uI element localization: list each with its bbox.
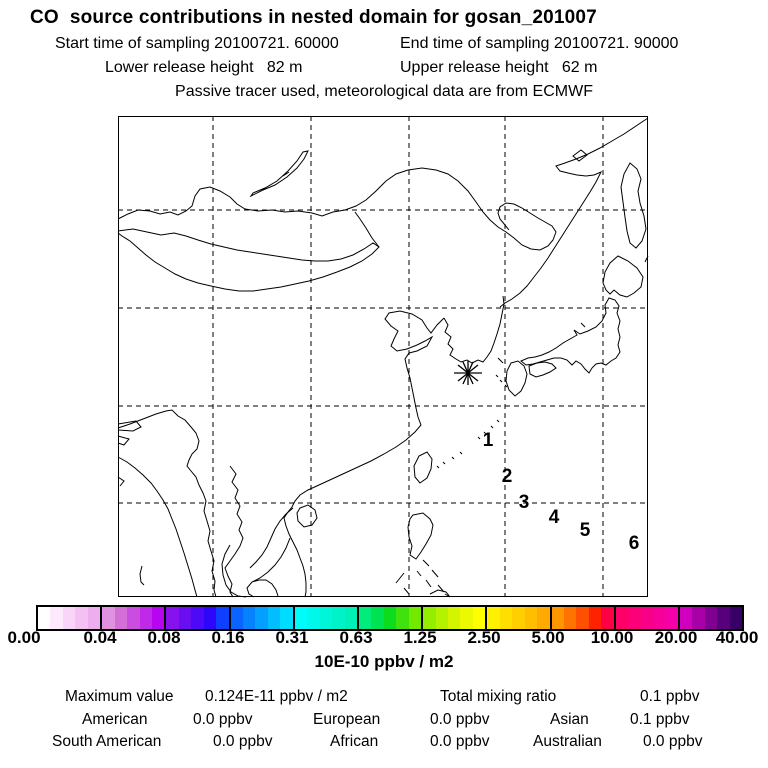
- colorbar-tick-label: 20.00: [654, 628, 698, 647]
- region-value-australian: 0.0 ppbv: [643, 733, 703, 750]
- colorbar-cell: [448, 607, 460, 629]
- colorbar-cell: [50, 607, 62, 629]
- trajectory-point-3: 3: [518, 492, 530, 513]
- colorbar-tick-label: 0.08: [147, 628, 181, 647]
- border-thailand: [225, 466, 243, 597]
- colorbar-segment: [552, 607, 616, 629]
- colorbar-tick-label: 0.16: [211, 628, 245, 647]
- colorbar-cell: [115, 607, 127, 629]
- region-label-australian: Australian: [533, 733, 602, 750]
- colorbar-cell: [705, 607, 717, 629]
- island-sakhalin: [621, 163, 646, 248]
- coastline-gulf-of-thailand: [222, 538, 290, 597]
- colorbar-segment: [680, 607, 742, 629]
- islands-ryukyu: [437, 358, 507, 468]
- trajectory-point-2: 2: [501, 466, 513, 487]
- island-kyushu: [506, 361, 527, 396]
- trajectory-point-5: 5: [579, 520, 591, 541]
- colorbar-segment: [487, 607, 551, 629]
- colorbar-cell: [692, 607, 704, 629]
- colorbar-cell: [127, 607, 139, 629]
- colorbar-cell: [601, 607, 613, 629]
- colorbar-cell: [436, 607, 448, 629]
- colorbar-cell: [102, 607, 114, 629]
- colorbar-cell: [191, 607, 203, 629]
- colorbar-segment: [616, 607, 680, 629]
- region-value-american: 0.0 ppbv: [193, 711, 253, 728]
- colorbar-segment: [102, 607, 166, 629]
- colorbar-cell: [63, 607, 75, 629]
- colorbar-cell: [179, 607, 191, 629]
- colorbar-cell: [88, 607, 100, 629]
- colorbar-cell: [641, 607, 653, 629]
- colorbar-cell: [665, 607, 677, 629]
- region-value-asian: 0.1 ppbv: [630, 711, 690, 728]
- colorbar: [36, 605, 744, 631]
- coastline-siberia-amur: [118, 168, 556, 250]
- border-mongolia-ne: [355, 212, 379, 247]
- colorbar-tick-label: 0.00: [7, 628, 41, 647]
- island-taiwan: [414, 452, 432, 483]
- colorbar-tick-label: 1.25: [403, 628, 437, 647]
- total-mixing-label: Total mixing ratio: [440, 688, 557, 705]
- colorbar-cell: [231, 607, 243, 629]
- coastline-okhotsk: [500, 118, 648, 307]
- border-mongolia: [118, 229, 379, 291]
- trajectory-point-6: 6: [628, 533, 640, 554]
- border-laos-vietnam: [250, 508, 293, 568]
- island-andaman: [140, 566, 144, 585]
- trajectory-point-1: 1: [482, 430, 494, 451]
- coastline-korea: [444, 296, 504, 363]
- colorbar-cell: [295, 607, 307, 629]
- island-honshu: [521, 298, 620, 373]
- colorbar-segment: [359, 607, 423, 629]
- figure-title: CO source contributions in nested domain for gosan_201007: [30, 7, 597, 28]
- colorbar-cell: [653, 607, 665, 629]
- lake-baikal: [251, 151, 308, 196]
- colorbar-cell: [75, 607, 87, 629]
- colorbar-cell: [255, 607, 267, 629]
- total-mixing-value: 0.1 ppbv: [640, 688, 700, 705]
- colorbar-cell: [512, 607, 524, 629]
- region-label-asian: Asian: [550, 711, 589, 728]
- island-hokkaido: [603, 256, 648, 297]
- colorbar-cell: [166, 607, 178, 629]
- colorbar-cell: [243, 607, 255, 629]
- colorbar-cell: [537, 607, 549, 629]
- colorbar-cell: [307, 607, 319, 629]
- colorbar-tick-label: 5.00: [531, 628, 565, 647]
- region-label-african: African: [330, 733, 379, 750]
- colorbar-cell: [730, 607, 742, 629]
- island-shikoku: [529, 362, 556, 377]
- latlon-grid: [118, 116, 648, 597]
- lower-release-text: Lower release height 82 m: [105, 59, 303, 76]
- colorbar-cell: [38, 607, 50, 629]
- maximum-value-label: Maximum value: [65, 688, 174, 705]
- region-label-european: European: [313, 711, 381, 728]
- colorbar-cell: [500, 607, 512, 629]
- island-luzon: [408, 513, 433, 559]
- colorbar-cell: [552, 607, 564, 629]
- colorbar-cell: [628, 607, 640, 629]
- colorbar-cell: [589, 607, 601, 629]
- receptor-star-marker: [454, 361, 482, 385]
- colorbar-cell: [616, 607, 628, 629]
- colorbar-cell: [576, 607, 588, 629]
- colorbar-cell: [396, 607, 408, 629]
- colorbar-segment: [295, 607, 359, 629]
- colorbar-tick-label: 0.04: [83, 628, 117, 647]
- maximum-value: 0.124E-11 ppbv / m2: [205, 688, 348, 705]
- border-himalaya-fragments: [118, 421, 141, 486]
- colorbar-unit-caption: 10E-10 ppbv / m2: [314, 652, 454, 671]
- colorbar-cell: [268, 607, 280, 629]
- colorbar-cell: [384, 607, 396, 629]
- colorbar-cell: [409, 607, 421, 629]
- colorbar-cell: [332, 607, 344, 629]
- region-value-european: 0.0 ppbv: [430, 711, 490, 728]
- colorbar-segment: [166, 607, 230, 629]
- colorbar-cell: [345, 607, 357, 629]
- colorbar-cell: [152, 607, 164, 629]
- islands-philippines: [396, 560, 450, 597]
- colorbar-cell: [717, 607, 729, 629]
- colorbar-cell: [320, 607, 332, 629]
- start-time-text: Start time of sampling 20100721. 60000: [55, 35, 339, 52]
- region-label-american: American: [82, 711, 148, 728]
- colorbar-tick-label: 0.31: [275, 628, 309, 647]
- colorbar-cell: [204, 607, 216, 629]
- colorbar-segment: [38, 607, 102, 629]
- colorbar-segment: [423, 607, 487, 629]
- colorbar-tick-label: 0.63: [339, 628, 373, 647]
- colorbar-cell: [280, 607, 292, 629]
- colorbar-cell: [680, 607, 692, 629]
- colorbar-cell: [216, 607, 228, 629]
- colorbar-tick-label: 2.50: [467, 628, 501, 647]
- coastline-myanmar: [118, 457, 197, 597]
- colorbar-cell: [487, 607, 499, 629]
- colorbar-tick-label: 10.00: [590, 628, 634, 647]
- colorbar-cell: [460, 607, 472, 629]
- tracer-met-text: Passive tracer used, meteorological data are from ECMWF: [175, 83, 593, 100]
- colorbar-cell: [359, 607, 371, 629]
- region-value-south-american: 0.0 ppbv: [213, 733, 273, 750]
- colorbar-cell: [564, 607, 576, 629]
- upper-release-text: Upper release height 62 m: [400, 59, 598, 76]
- colorbar-cell: [473, 607, 485, 629]
- colorbar-cell: [371, 607, 383, 629]
- region-label-south-american: South American: [52, 733, 162, 750]
- colorbar-tick-label: 40.00: [715, 628, 759, 647]
- colorbar-segment: [231, 607, 295, 629]
- region-value-african: 0.0 ppbv: [430, 733, 490, 750]
- colorbar-cell: [423, 607, 435, 629]
- colorbar-cell: [140, 607, 152, 629]
- island-hainan: [297, 505, 317, 527]
- colorbar-cell: [525, 607, 537, 629]
- end-time-text: End time of sampling 20100721. 90000: [400, 35, 679, 52]
- trajectory-point-4: 4: [548, 507, 560, 528]
